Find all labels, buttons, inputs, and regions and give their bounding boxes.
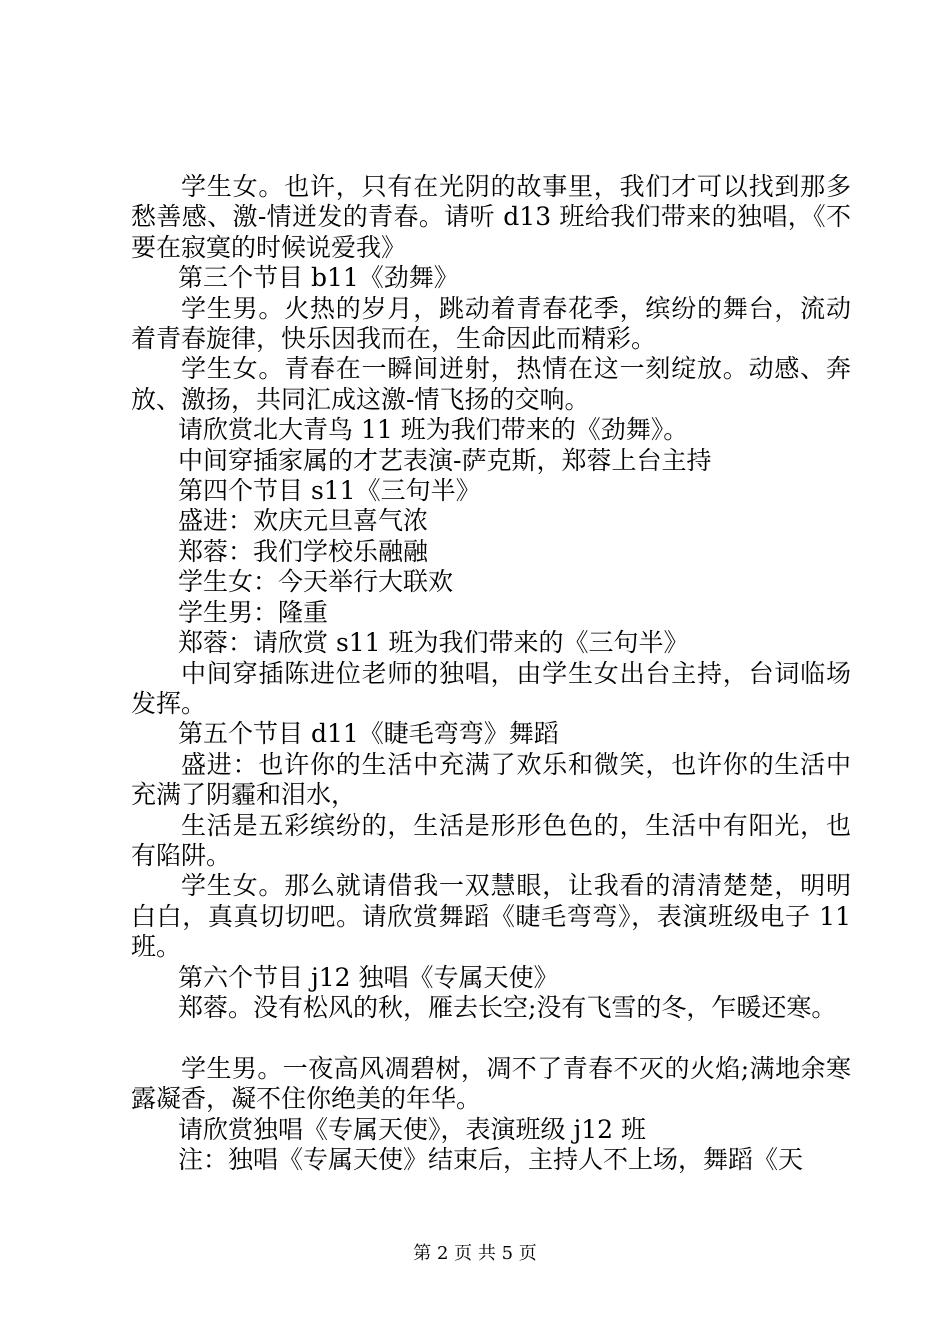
- paragraph: 第六个节目 j12 独唱《专属天使》: [178, 962, 559, 992]
- paragraph: 第五个节目 d11《睫毛弯弯》舞蹈: [178, 719, 559, 749]
- page-number-footer: 第 2 页 共 5 页: [413, 1243, 537, 1264]
- blank-line: [131, 1023, 851, 1053]
- paragraph: 第三个节目 b11《劲舞》: [178, 263, 459, 293]
- paragraph: 盛进：也许你的生活中充满了欢乐和微笑，也许你的生活中充满了阴霾和泪水，: [131, 749, 851, 810]
- document-body: [131, 172, 851, 1175]
- paragraph: 生活是五彩缤纷的，生活是形形色色的，生活中有阳光，也有陷阱。: [131, 810, 851, 870]
- paragraph: 郑蓉：请欣赏 s11 班为我们带来的《三句半》: [178, 628, 689, 658]
- paragraph: 学生男。火热的岁月，跳动着青春花季，缤纷的舞台，流动着青春旋律，快乐因我而在，生命因此而精彩。: [131, 293, 851, 354]
- paragraph: 中间穿插陈进位老师的独唱，由学生女出台主持，台词临场发挥。: [131, 658, 851, 718]
- paragraph: 郑蓉：我们学校乐融融: [178, 536, 429, 566]
- paragraph: 学生女：今天举行大联欢: [178, 567, 454, 597]
- paragraph: 学生女。那么就请借我一双慧眼，让我看的清清楚楚，明明白白，真真切切吧。请欣赏舞蹈《睫毛弯弯》，表演班级电子 11 班。: [131, 871, 851, 962]
- paragraph: 学生女。也许，只有在光阴的故事里，我们才可以找到那多愁善感、激-情迸发的青春。请听 d13 班给我们带来的独唱，《不要在寂寞的时候说爱我》: [131, 172, 851, 262]
- paragraph: 学生男：隆重: [178, 597, 329, 627]
- paragraph: 学生女。青春在一瞬间迸射，热情在这一刻绽放。动感、奔放、激扬，共同汇成这激-情飞扬的交响。: [131, 354, 851, 414]
- paragraph: 中间穿插家属的才艺表演-萨克斯，郑蓉上台主持: [178, 445, 712, 475]
- paragraph: 注：独唱《专属天使》结束后，主持人不上场，舞蹈《天: [178, 1144, 804, 1174]
- paragraph: 请欣赏北大青鸟 11 班为我们带来的《劲舞》。: [178, 415, 689, 445]
- paragraph: 盛进：欢庆元旦喜气浓: [178, 506, 429, 536]
- paragraph: 郑蓉。没有松风的秋，雁去长空;没有飞雪的冬，乍暖还寒。: [178, 992, 837, 1022]
- paragraph: 第四个节目 s11《三句半》: [178, 476, 481, 506]
- paragraph: 学生男。一夜高风凋碧树，凋不了青春不灭的火焰;满地余寒露凝香，凝不住你绝美的年华。: [131, 1053, 851, 1114]
- paragraph: 请欣赏独唱《专属天使》，表演班级 j12 班: [178, 1114, 646, 1144]
